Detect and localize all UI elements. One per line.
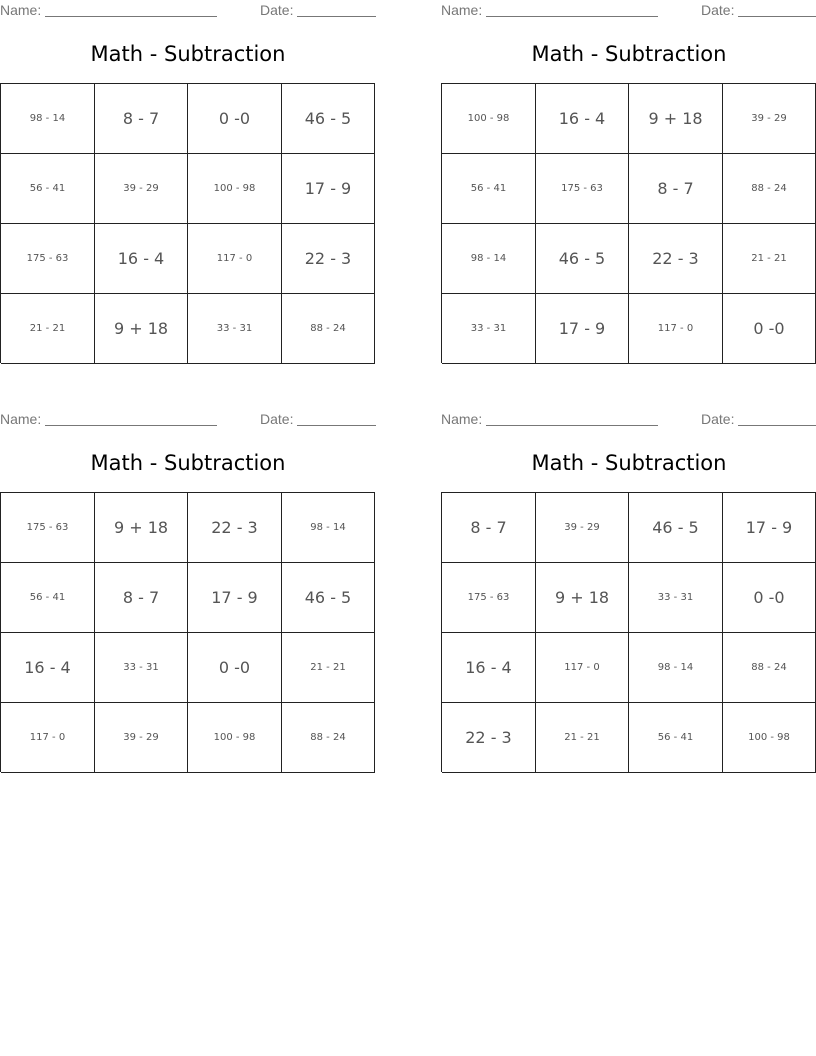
- grid-cell: 8 - 7: [95, 563, 188, 633]
- grid-cell: 117 - 0: [536, 633, 629, 703]
- grid-cell: 8 - 7: [442, 493, 536, 563]
- date-blank: [297, 425, 376, 426]
- grid-cell: 117 - 0: [188, 224, 282, 294]
- grid-cell: 88 - 24: [282, 294, 375, 364]
- card-title: Math - Subtraction: [531, 451, 727, 475]
- grid-cell: 117 - 0: [1, 703, 95, 773]
- date-blank: [297, 16, 376, 17]
- grid-cell: 21 - 21: [536, 703, 629, 773]
- name-blank: [486, 425, 658, 426]
- grid-cell: 17 - 9: [188, 563, 282, 633]
- grid-cell: 39 - 29: [95, 703, 188, 773]
- card-grid: [0, 83, 375, 363]
- grid-cell: 33 - 31: [95, 633, 188, 703]
- card-header: [441, 2, 816, 20]
- grid-cell: 0 -0: [188, 84, 282, 154]
- date-label: Date:: [701, 411, 735, 427]
- grid-cell: 0 -0: [723, 294, 816, 364]
- grid-cell: 16 - 4: [95, 224, 188, 294]
- date-label: Date:: [260, 411, 294, 427]
- grid-cell: 56 - 41: [442, 154, 536, 224]
- grid-cell: 46 - 5: [536, 224, 629, 294]
- grid-cell: 21 - 21: [1, 294, 95, 364]
- card-title: Math - Subtraction: [90, 42, 286, 66]
- grid-cell: 175 - 63: [536, 154, 629, 224]
- grid-cell: 88 - 24: [723, 154, 816, 224]
- grid-cell: 22 - 3: [282, 224, 375, 294]
- grid-cell: 22 - 3: [629, 224, 723, 294]
- date-label: Date:: [701, 2, 735, 18]
- card-title: Math - Subtraction: [90, 451, 286, 475]
- grid-cell: 117 - 0: [629, 294, 723, 364]
- grid-cell: 9 + 18: [629, 84, 723, 154]
- date-blank: [738, 425, 816, 426]
- grid-cell: 17 - 9: [282, 154, 375, 224]
- date-label: Date:: [260, 2, 294, 18]
- name-blank: [45, 425, 217, 426]
- bingo-card-4: [441, 409, 816, 779]
- grid-cell: 88 - 24: [723, 633, 816, 703]
- grid-cell: 175 - 63: [1, 493, 95, 563]
- grid-cell: 98 - 14: [629, 633, 723, 703]
- grid-cell: 22 - 3: [442, 703, 536, 773]
- grid-cell: 16 - 4: [1, 633, 95, 703]
- card-header: [441, 411, 816, 429]
- name-label: Name:: [0, 2, 42, 18]
- grid-cell: 100 - 98: [442, 84, 536, 154]
- card-header: [0, 2, 376, 20]
- name-label: Name:: [441, 2, 483, 18]
- grid-cell: 21 - 21: [282, 633, 375, 703]
- grid-cell: 39 - 29: [95, 154, 188, 224]
- grid-cell: 21 - 21: [723, 224, 816, 294]
- bingo-card-2: [441, 0, 816, 370]
- grid-cell: 0 -0: [723, 563, 816, 633]
- grid-cell: 9 + 18: [95, 294, 188, 364]
- grid-cell: 39 - 29: [536, 493, 629, 563]
- grid-cell: 56 - 41: [1, 563, 95, 633]
- name-blank: [486, 16, 658, 17]
- card-grid: [441, 83, 816, 363]
- grid-cell: 33 - 31: [188, 294, 282, 364]
- card-grid: [441, 492, 816, 772]
- grid-cell: 100 - 98: [188, 154, 282, 224]
- grid-cell: 56 - 41: [1, 154, 95, 224]
- grid-cell: 46 - 5: [629, 493, 723, 563]
- grid-cell: 100 - 98: [188, 703, 282, 773]
- grid-cell: 16 - 4: [536, 84, 629, 154]
- grid-cell: 8 - 7: [95, 84, 188, 154]
- grid-cell: 98 - 14: [442, 224, 536, 294]
- grid-cell: 98 - 14: [282, 493, 375, 563]
- grid-cell: 17 - 9: [723, 493, 816, 563]
- grid-cell: 9 + 18: [95, 493, 188, 563]
- grid-cell: 22 - 3: [188, 493, 282, 563]
- bingo-card-3: [0, 409, 376, 779]
- grid-cell: 0 -0: [188, 633, 282, 703]
- card-header: [0, 411, 376, 429]
- grid-cell: 33 - 31: [442, 294, 536, 364]
- name-label: Name:: [0, 411, 42, 427]
- grid-cell: 175 - 63: [1, 224, 95, 294]
- name-blank: [45, 16, 217, 17]
- grid-cell: 8 - 7: [629, 154, 723, 224]
- card-grid: [0, 492, 375, 772]
- name-label: Name:: [441, 411, 483, 427]
- date-blank: [738, 16, 816, 17]
- grid-cell: 88 - 24: [282, 703, 375, 773]
- grid-cell: 33 - 31: [629, 563, 723, 633]
- grid-cell: 46 - 5: [282, 563, 375, 633]
- card-title: Math - Subtraction: [531, 42, 727, 66]
- grid-cell: 56 - 41: [629, 703, 723, 773]
- grid-cell: 9 + 18: [536, 563, 629, 633]
- grid-cell: 16 - 4: [442, 633, 536, 703]
- grid-cell: 98 - 14: [1, 84, 95, 154]
- grid-cell: 46 - 5: [282, 84, 375, 154]
- grid-cell: 39 - 29: [723, 84, 816, 154]
- grid-cell: 100 - 98: [723, 703, 816, 773]
- grid-cell: 17 - 9: [536, 294, 629, 364]
- grid-cell: 175 - 63: [442, 563, 536, 633]
- bingo-card-1: [0, 0, 376, 370]
